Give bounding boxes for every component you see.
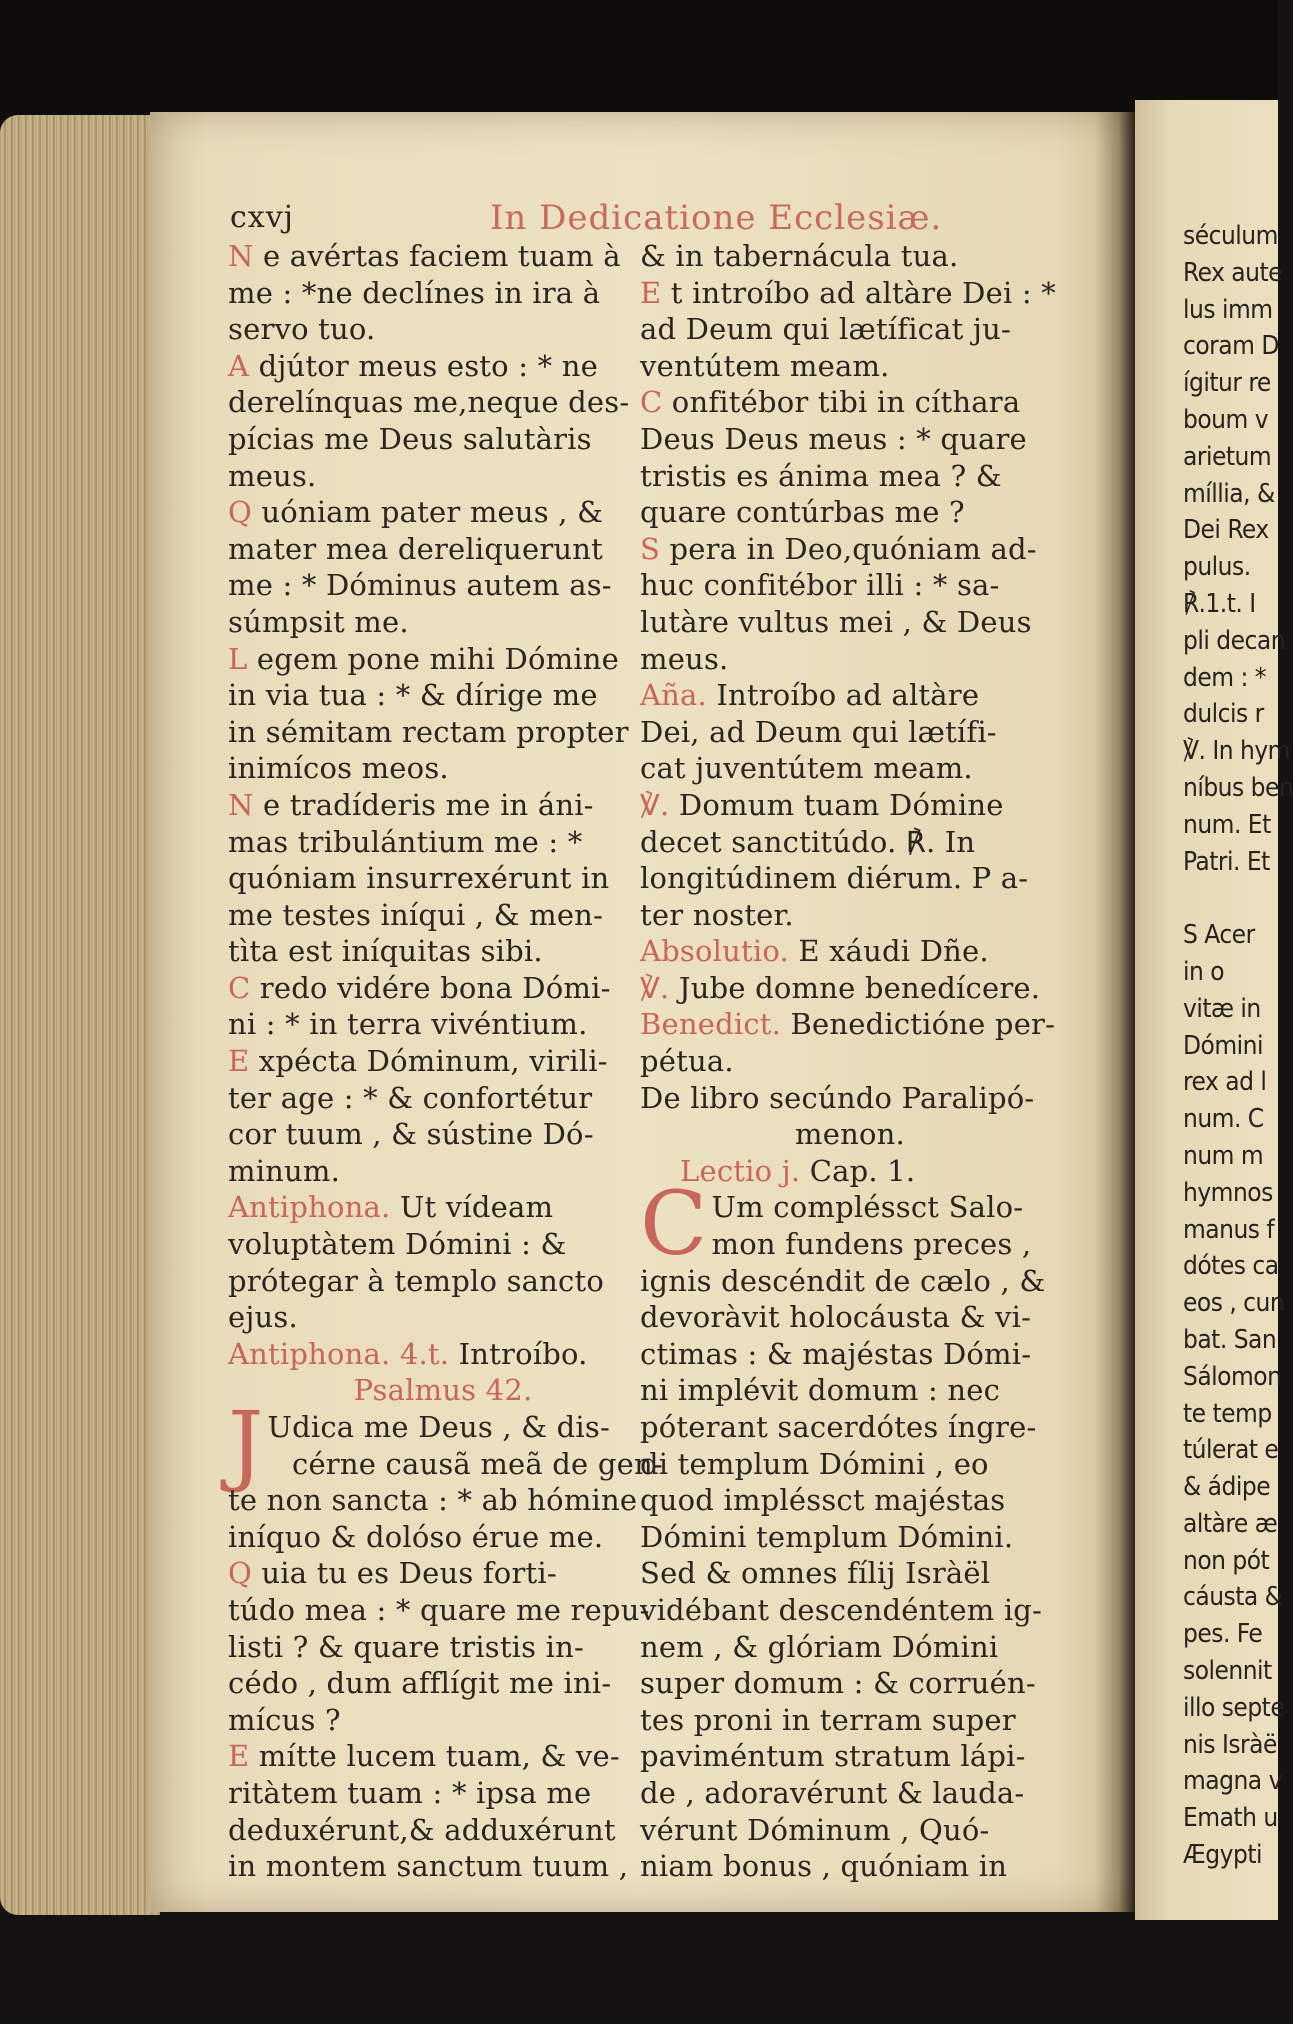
text-line	[228, 1848, 658, 1885]
text-line	[228, 1189, 658, 1226]
rubric: N	[228, 239, 254, 273]
text-line	[228, 714, 658, 751]
text-line: Psalmus 42.	[353, 1373, 533, 1408]
rubric: Absolutio.	[640, 934, 789, 969]
fragment-line: pli decan	[1183, 625, 1286, 656]
line-text: cérne causã meã de gen-	[292, 1446, 663, 1481]
fragment-line: manus f	[1183, 1214, 1275, 1245]
line-text: cat juventútem meam.	[640, 751, 973, 786]
line-text: vérunt Dóminum , Quó-	[640, 1812, 990, 1847]
text-line	[640, 238, 1060, 275]
line-text: Sed & omnes fílij Isràël	[640, 1556, 991, 1591]
line-text: Deus Deus meus : * quare	[640, 421, 1027, 456]
line-text: uia tu es Deus forti-	[251, 1556, 557, 1591]
line-text: quod impléssct majéstas	[640, 1483, 1006, 1518]
text-line	[640, 421, 1060, 458]
fragment-line: bat. San	[1183, 1324, 1277, 1355]
line-text: xpécta Dóminum, virili-	[249, 1044, 608, 1079]
text-line	[640, 494, 1060, 531]
line-text: tes proni in terram super	[640, 1702, 1016, 1737]
fragment-line: hymnos	[1183, 1177, 1273, 1208]
text-line	[228, 933, 658, 970]
line-text: me : *ne declínes in ira à	[228, 275, 601, 310]
line-text: Benedictióne per-	[781, 1007, 1056, 1042]
text-line	[228, 1775, 658, 1812]
fragment-line: ℟.1.t. I	[1183, 588, 1256, 619]
line-text: ter age : * & confortétur	[228, 1080, 593, 1115]
line-text: póterant sacerdótes íngre-	[640, 1410, 1037, 1444]
fragment-line: míllia, &	[1183, 478, 1275, 509]
rubric: N	[228, 787, 254, 822]
fragment-line: in o	[1183, 956, 1225, 987]
text-line	[228, 531, 661, 568]
text-line	[640, 1665, 1060, 1702]
line-text: Um compléssct Salo-	[711, 1190, 1024, 1225]
rubric: ℣.	[640, 787, 670, 822]
text-line	[640, 1812, 1060, 1849]
text-line	[640, 1519, 1060, 1556]
line-text: quare contúrbas me ?	[640, 495, 965, 530]
line-text: & in tabernácula tua.	[640, 239, 959, 273]
text-line	[640, 1409, 1060, 1446]
text-line	[640, 1263, 1060, 1300]
rubric: S	[640, 531, 661, 566]
text-line	[228, 750, 658, 787]
line-text: De libro secúndo Paralipó-	[640, 1080, 1035, 1115]
text-line	[228, 1519, 658, 1556]
line-text: paviméntum stratum lápi-	[640, 1739, 1026, 1774]
fragment-line: Dómini	[1183, 1030, 1263, 1061]
line-text: voluptàtem Dómini : &	[228, 1227, 567, 1262]
text-line	[228, 1336, 658, 1373]
line-text: cédo , dum afflígit me ini-	[228, 1666, 612, 1701]
text-line	[640, 1043, 1060, 1080]
line-text: listi ? & quare tristis in-	[228, 1629, 585, 1664]
text-line	[640, 750, 1060, 787]
line-text: mon fundens preces ,	[711, 1227, 1032, 1262]
text-line	[640, 897, 1060, 934]
fragment-line: altàre æ	[1183, 1508, 1278, 1539]
fragment-line: cáusta &	[1183, 1582, 1283, 1613]
text-line	[640, 970, 1060, 1007]
rubric: E	[228, 1739, 250, 1774]
line-text: huc confitébor illi : * sa-	[640, 568, 1000, 603]
text-line	[228, 970, 658, 1007]
text-line	[640, 275, 1060, 312]
text-line	[228, 1080, 658, 1117]
rubric: Aña.	[640, 678, 707, 713]
text-line	[228, 1263, 658, 1300]
line-text: redo vidére bona Dómi-	[250, 970, 611, 1005]
rubric: ℣.	[640, 970, 670, 1005]
rubric: L	[228, 641, 248, 676]
fragment-line: Ægypti	[1183, 1840, 1262, 1871]
line-text: in sémitam rectam propter	[228, 714, 629, 749]
line-text: lutàre vultus mei , & Deus	[640, 604, 1032, 639]
line-text: pétua.	[640, 1044, 734, 1079]
line-text: in via tua : * & dírige me	[228, 678, 598, 713]
text-line	[228, 238, 658, 275]
text-line	[228, 1592, 658, 1629]
page-edges	[0, 115, 160, 1915]
text-line	[228, 860, 658, 897]
fragment-line: non pót	[1183, 1545, 1270, 1576]
line-text: ad Deum qui lætíficat ju-	[640, 312, 1011, 347]
fragment-line: num. C	[1183, 1104, 1264, 1135]
text-line	[640, 604, 1060, 641]
text-line	[228, 1702, 658, 1739]
fragment-line: arietum	[1183, 441, 1272, 472]
line-text: de , adoravérunt & lauda-	[640, 1775, 1025, 1810]
line-text: decet sanctitúdo. ℟. In	[640, 824, 976, 859]
fragment-line: solennit	[1183, 1656, 1272, 1687]
text-line	[640, 311, 1060, 348]
line-text: Domum tuam Dómine	[669, 787, 1004, 822]
line-text: quóniam insurrexérunt in	[228, 861, 610, 896]
line-text: mítte lucem tuam, & ve-	[249, 1739, 620, 1774]
fragment-line: ℣. In hym	[1183, 736, 1290, 767]
line-text: minum.	[228, 1153, 341, 1188]
line-text: in montem sanctum tuum ,	[228, 1849, 629, 1884]
text-line	[228, 421, 658, 458]
line-text: Cap. 1.	[800, 1153, 916, 1188]
text-line	[640, 1336, 1060, 1373]
text-line	[640, 1482, 1060, 1519]
line-text: ctimas : & majéstas Dómi-	[640, 1336, 1032, 1371]
text-line	[228, 1006, 658, 1043]
text-line: menon.	[795, 1117, 905, 1152]
text-line	[228, 604, 658, 641]
line-text: meus.	[228, 458, 317, 493]
line-text: uóniam pater meus , &	[251, 495, 604, 530]
line-text: ni : * in terra vivéntium.	[228, 1007, 588, 1042]
line-text: Udica me Deus , & dis-	[267, 1410, 610, 1444]
line-text: súmpsit me.	[228, 604, 409, 639]
rubric: Antiphona.	[228, 1190, 391, 1225]
line-text: ventútem meam.	[640, 348, 890, 383]
rubric: C	[228, 970, 251, 1005]
text-line	[640, 1629, 1060, 1666]
text-line	[640, 641, 1060, 678]
text-line	[640, 1080, 1060, 1117]
text-line	[228, 384, 658, 421]
line-text: e avértas faciem tuam à	[253, 239, 621, 273]
text-line	[640, 1153, 1060, 1190]
text-line	[640, 1555, 1060, 1592]
line-text: pícias me Deus salutàris	[228, 421, 592, 456]
line-text: Dei, ad Deum qui lætífi-	[640, 714, 997, 749]
text-line	[640, 933, 1060, 970]
text-line	[228, 1812, 658, 1849]
line-text: ritàtem tuam : * ipsa me	[228, 1775, 592, 1810]
line-text: ter noster.	[640, 897, 794, 932]
text-line	[228, 1665, 658, 1702]
drop-capital: J	[228, 1392, 264, 1495]
book-gutter	[1095, 112, 1135, 1912]
text-line	[640, 1702, 1060, 1739]
line-text: super domum : & corruén-	[640, 1666, 1036, 1701]
text-line	[640, 824, 1060, 861]
line-text: di templum Dómini , eo	[640, 1446, 989, 1481]
text-line	[640, 1848, 1060, 1885]
fragment-line: ígitur re	[1183, 368, 1271, 399]
text-line	[228, 1482, 658, 1519]
fragment-line: vitæ in	[1183, 993, 1261, 1024]
line-text: djútor meus esto : * ne	[249, 348, 598, 383]
fragment-line: S Acer	[1183, 920, 1255, 951]
drop-capital: C	[640, 1172, 708, 1276]
line-text: cor tuum , & sústine Dó-	[228, 1117, 594, 1152]
text-line	[640, 384, 1060, 421]
fragment-line: dulcis r	[1183, 699, 1264, 730]
rubric: Q	[228, 1556, 252, 1591]
line-text: onfitébor tibi in cíthara	[662, 385, 1021, 420]
fragment-line: rex ad l	[1183, 1067, 1267, 1098]
line-text: ni implévit domum : nec	[640, 1373, 1001, 1408]
line-text: Jube domne benedícere.	[669, 970, 1041, 1005]
text-line	[640, 714, 1060, 751]
text-line	[640, 1592, 1060, 1629]
line-text: Dómini templum Dómini.	[640, 1519, 1014, 1554]
text-line	[228, 1043, 658, 1080]
text-line	[640, 1299, 1060, 1336]
text-line	[228, 897, 658, 934]
line-text: e tradíderis me in áni-	[253, 787, 594, 822]
fragment-line: num. Et	[1183, 809, 1271, 840]
line-text: ejus.	[228, 1300, 298, 1335]
rubric: Benedict.	[640, 1007, 782, 1042]
running-title: In Dedicatione Ecclesiæ.	[490, 198, 943, 238]
line-text: iníquo & dolóso érue me.	[228, 1519, 604, 1554]
text-line	[228, 641, 658, 678]
fragment-line: dem : *	[1183, 662, 1266, 693]
fragment-line: pes. Fe	[1183, 1619, 1263, 1650]
text-line	[640, 1775, 1060, 1812]
text-line	[228, 1153, 658, 1190]
line-text: derelínquas me,neque des-	[228, 385, 630, 420]
rubric: Lectio j.	[680, 1153, 801, 1188]
line-text: Introíbo ad altàre	[706, 678, 980, 713]
line-text: niam bonus , quóniam in	[640, 1849, 1008, 1884]
fragment-line: Dei Rex	[1183, 515, 1269, 546]
fragment-line: Patri. Et	[1183, 846, 1270, 877]
line-text: tìta est iníquitas sibi.	[228, 934, 543, 969]
fragment-line: boum v	[1183, 404, 1269, 435]
right-page	[1135, 100, 1293, 1920]
fragment-line: magna v	[1183, 1766, 1282, 1797]
line-text: deduxérunt,& adduxérunt	[228, 1812, 616, 1847]
fragment-line: & ádipe	[1183, 1472, 1271, 1503]
fragment-line: lus imm	[1183, 294, 1273, 325]
line-text: mater mea dereliquerunt	[228, 531, 604, 566]
line-text: ignis descéndit de cælo , &	[640, 1263, 1046, 1298]
text-line	[228, 1446, 663, 1483]
fragment-line: túlerat e	[1183, 1435, 1279, 1466]
text-line	[640, 860, 1060, 897]
text-line	[640, 458, 1060, 495]
rubric: E	[228, 1044, 250, 1079]
text-line	[640, 1006, 1060, 1043]
line-text: túdo mea : * quare me repu-	[228, 1592, 650, 1627]
text-line	[228, 677, 658, 714]
rubric: E	[640, 275, 662, 310]
text-line	[228, 824, 658, 861]
fragment-line: pulus.	[1183, 552, 1251, 583]
text-line	[228, 311, 658, 348]
text-line	[228, 567, 658, 604]
line-text: mícus ?	[228, 1702, 341, 1737]
text-line	[640, 567, 1060, 604]
fragment-line: Rex aute	[1183, 257, 1283, 288]
line-text: nem , & glóriam Dómini	[640, 1629, 999, 1664]
fragment-line: coram D	[1183, 331, 1279, 362]
text-line	[640, 1372, 1060, 1409]
fragment-line: níbus ben	[1183, 772, 1293, 803]
fragment-line: te temp	[1183, 1398, 1272, 1429]
line-text: egem pone mihi Dómine	[247, 641, 620, 676]
line-text: tristis es ánima mea ? &	[640, 458, 1002, 493]
line-text: pera in Deo,quóniam ad-	[660, 531, 1037, 566]
left-text-column	[228, 238, 663, 1885]
fragment-line: eos , cun	[1183, 1288, 1285, 1319]
fragment-line: Emath u	[1183, 1803, 1278, 1834]
text-line	[640, 348, 1060, 385]
text-line	[228, 494, 658, 531]
line-text: mas tribulántium me : *	[228, 824, 583, 859]
line-text: t introíbo ad altàre Dei : *	[661, 275, 1056, 310]
fragment-line	[1135, 880, 1278, 917]
text-line	[228, 1116, 658, 1153]
text-line	[640, 531, 1060, 568]
text-line	[228, 1226, 658, 1263]
text-line	[228, 1738, 658, 1775]
text-line	[228, 1555, 658, 1592]
text-line	[228, 348, 658, 385]
text-line	[640, 677, 1060, 714]
fragment-line: Sálomon	[1183, 1361, 1282, 1392]
rubric: Q	[228, 495, 252, 530]
text-line	[640, 1446, 1060, 1483]
line-text: E xáudi Dñe.	[788, 934, 989, 969]
rubric: Antiphona. 4.t.	[228, 1336, 450, 1371]
line-text: devoràvit holocáusta & vi-	[640, 1300, 1032, 1335]
rubric: A	[228, 348, 250, 383]
background-top	[0, 0, 1278, 120]
line-text: servo tuo.	[228, 312, 376, 347]
line-text: inimícos meos.	[228, 751, 449, 786]
fragment-line: nis Isràë	[1183, 1729, 1277, 1760]
fragment-line: num m	[1183, 1140, 1264, 1171]
line-text: me : * Dóminus autem as-	[228, 568, 612, 603]
text-line	[228, 1299, 658, 1336]
text-line	[228, 787, 658, 824]
text-line	[228, 458, 658, 495]
folio-number: cxvj	[230, 200, 294, 235]
right-page-text	[1135, 218, 1293, 1874]
right-text-column	[640, 238, 1060, 1885]
text-line	[640, 1738, 1060, 1775]
line-text: te non sancta : * ab hómine	[228, 1483, 638, 1518]
fragment-line: dótes ca	[1183, 1251, 1279, 1282]
line-text: Introíbo.	[449, 1336, 588, 1371]
line-text: me testes iníqui , & men-	[228, 897, 604, 932]
fragment-line: illo septe	[1183, 1692, 1285, 1723]
line-text: prótegar à templo sancto	[228, 1263, 604, 1298]
line-text: longitúdinem diérum. P a-	[640, 861, 1029, 896]
line-text: Ut vídeam	[390, 1190, 554, 1225]
fragment-line: séculum	[1183, 221, 1278, 251]
line-text: meus.	[640, 641, 729, 676]
text-line	[228, 275, 658, 312]
text-line	[640, 787, 1060, 824]
text-line	[228, 1629, 658, 1666]
line-text: vidébant descendéntem ig-	[640, 1592, 1043, 1627]
rubric: C	[640, 385, 663, 420]
